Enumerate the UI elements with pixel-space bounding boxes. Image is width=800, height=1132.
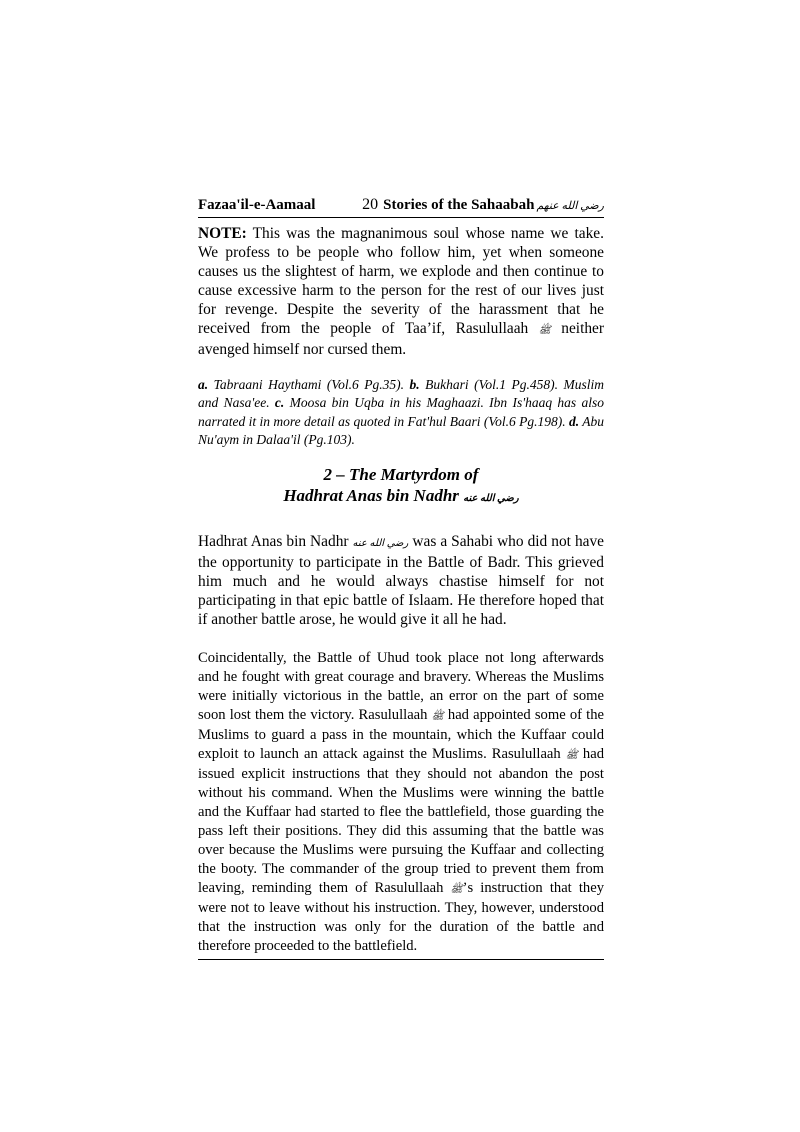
ref-c-text: Moosa bin Uqba in his Maghaazi. Ibn Is'haaq has also narrated it in more detail as quoted in Fat'hul Baari (Vol.6 Pg.198). — [198, 395, 604, 429]
salutation-glyph: ﷺ — [431, 710, 444, 722]
p1-text-1: Hadhrat Anas bin Nadhr — [198, 532, 353, 550]
p2-text-4: ’s instruction that they were not to leave without his instruction. They, however, understood that the instruction was only for the duration of the battle and therefore proceeded to the battlefield. — [198, 879, 604, 954]
heading-line-2-text: Hadhrat Anas bin Nadhr — [283, 485, 464, 505]
paragraph-1 — [198, 532, 604, 629]
note-text-2: neither avenged himself nor cursed them. — [198, 320, 604, 358]
references — [198, 376, 604, 450]
book-page — [198, 196, 604, 960]
note-text-1: This was the magnanimous soul whose name we take. We profess to be people who follow him, yet when someone causes us the slightest of harm, we explode and then continue to cause excessive harm to the person for the rest of our lives just for revenge. Despite the severity of the harassment that he received from the people of Taa’if, Rasulullaah — [198, 225, 604, 337]
salutation-glyph: ﷺ — [538, 325, 551, 336]
section-title-text: Stories of the Sahaabah — [383, 197, 535, 213]
salutation-glyph: ﷺ — [565, 749, 578, 761]
ref-b-text: Bukhari (Vol.1 Pg.458). Muslim and Nasa'ee. — [198, 377, 604, 411]
ra-glyph: رضي الله عنه — [463, 492, 519, 504]
ref-d-text: Abu Nu'aym in Dalaa'il (Pg.103). — [198, 413, 605, 448]
ref-d-label: d. — [569, 413, 580, 429]
page-number: 20 — [362, 196, 379, 213]
section-title — [383, 197, 604, 214]
heading-line-2 — [198, 485, 604, 509]
book-title: Fazaa'il-e-Aamaal — [198, 197, 316, 213]
note-paragraph — [198, 224, 604, 359]
paragraph-2 — [198, 649, 604, 956]
p2-text-3: had issued explicit instructions that they should not abandon the post without his command. When the Muslims were winning the battle and the Kuffaar had started to flee the battlefield, those guarding the pass left their positions. They did this assuming that the battle was over because the Muslims were pursuing the Kuffaar and collecting the booty. The commander of the group tried to prevent them from leaving, reminding them of Rasulullaah — [198, 745, 604, 896]
bottom-rule — [198, 959, 604, 960]
p2-text-1: Coincidentally, the Battle of Uhud took place not long afterwards and he fought with great courage and bravery. Whereas the Muslims were initially victorious in the battle, an error on the part of some soon lost them the victory. Rasulullaah — [198, 649, 604, 723]
running-header — [198, 196, 604, 218]
heading-line-1: 2 – The Martyrdom of — [323, 464, 479, 484]
note-label: NOTE: — [198, 225, 247, 242]
p1-text-2: was a Sahabi who did not have the opportunity to participate in the Battle of Badr. This grieved him much and he would always chastise himself for not participating in that epic battle of Islaam. He therefore hoped that if another battle arose, he would give it all he had. — [198, 532, 604, 628]
ref-a-text: Tabraani Haythami (Vol.6 Pg.35). — [208, 377, 410, 392]
ref-c-label: c. — [274, 395, 285, 411]
p2-text-2: had appointed some of the Muslims to guard a pass in the mountain, which the Kuffaar could exploit to launch an attack against the Muslims. Rasulullaah — [198, 706, 605, 762]
ref-a-label: a. — [198, 377, 209, 392]
ra-glyph: رضي الله عنه — [352, 537, 409, 549]
story-heading — [198, 464, 604, 509]
ref-b-label: b. — [409, 377, 420, 392]
honorific-glyph: رضي الله عنهم — [536, 200, 604, 212]
salutation-glyph: ﷺ — [450, 883, 463, 895]
